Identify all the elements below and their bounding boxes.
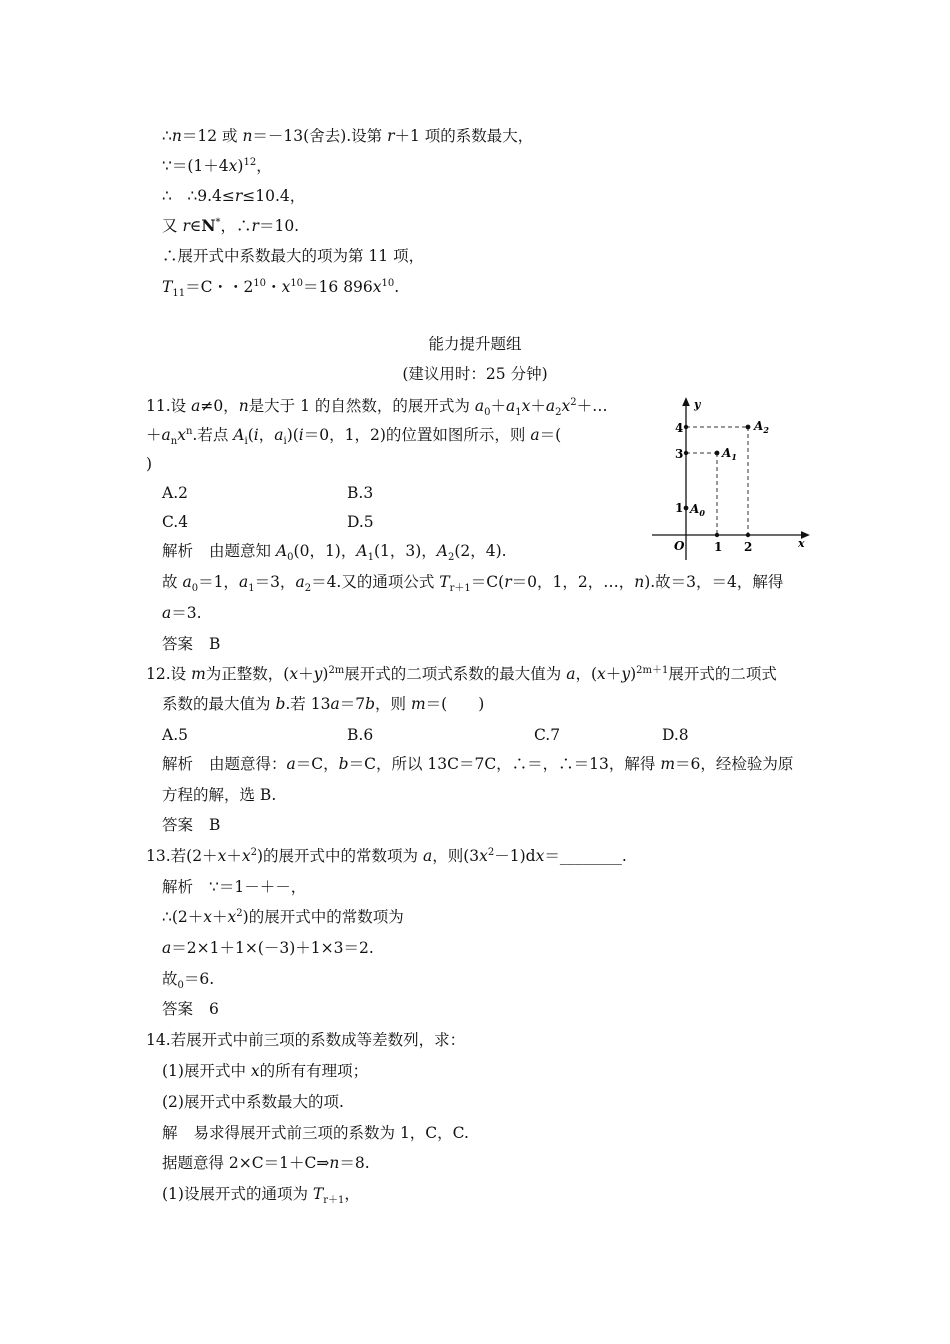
y-tick-3: 3 [675,447,684,461]
x-tick-2: 2 [744,540,753,554]
point-a0-label: $A_0$ [690,502,705,518]
point-a1 [715,451,720,456]
origin-label: O [674,539,685,553]
q11-option-a: A.2 [162,484,188,502]
axis-dot-x2 [746,533,750,537]
q12-option-a: A.5 [162,726,188,744]
y-axis-label: y [694,398,701,411]
q11-line-3: ) [146,455,153,473]
point-a0 [684,506,689,511]
q13-analysis: 解析 ∵＝1－＋－， [162,878,307,896]
q13-line-1: 13.若$(2+x+x^2)$的展开式中的常数项为 a，则$(3x^2-1)dx=\_\_\_\_\_\_\_\_$. [146,846,627,865]
q11-answer: 答案 B [162,635,221,653]
q11-analysis: 解析 由题意知 $A_0(0$，1)，$A_1(1$，3)，$A_2(2$，4). [162,542,507,564]
q14-line-4: 解 易求得展开式前三项的系数为 1，C，C. [162,1124,469,1142]
q12-line-1: 12.设 m为正整数，$(x+y)^{2m}$展开式的二项式系数的最大值为 a，$(x+y)^{2m+1}$展开式的二项式 [146,664,777,683]
axis-dot-y4 [684,425,688,429]
q13-answer: 答案 6 [162,1000,219,1018]
point-a2 [746,425,751,430]
q14-line-6: (1)设展开式的通项为 $T_{r+1}$， [162,1185,360,1207]
y-tick-4: 4 [675,421,684,435]
q11-line-5: 故 $a_0=1$，$a_1=3$，$a_2=4$.又的通项公式 $T_{r+1}=C(r=0$，1，2，…，n).故＝3，＝4，解得 [162,573,784,595]
line-4: 又 r∈N*，∴r＝10. [162,216,300,235]
q13-line-4: a＝2×1＋1×(－3)＋1×3＝2. [162,939,374,957]
coordinate-figure [648,395,810,563]
line-2: $\because=(1+4x)^{12}$， [162,156,272,175]
section-subtitle: (建议用时：25 分钟) [402,365,548,383]
x-axis-label: x [798,537,805,550]
q14-line-2: (1)展开式中 x的所有有理项； [162,1062,369,1080]
point-a1-label: $A_1$ [722,446,737,462]
q12-analysis: 解析 由题意得：a＝C，b＝C，所以 13C＝7C，∴＝，∴＝13，解得 m＝6，经检验为原 [162,755,794,773]
q14-line-3: (2)展开式中系数最大的项. [162,1093,344,1111]
axis-dot-x1 [715,533,719,537]
x-tick-1: 1 [714,540,723,554]
q11-option-d: D.5 [347,513,374,531]
q11-line-6: a＝3. [162,604,202,622]
line-5: ∴展开式中系数最大的项为第 11 项， [162,247,425,265]
q12-option-d: D.8 [662,726,689,744]
y-tick-1: 1 [675,501,684,515]
point-a2-label: $A_2$ [754,419,769,435]
line-1: ∴n＝12 或 n＝－13(舍去).设第 r＋1 项的系数最大， [162,127,534,145]
q12-option-b: B.6 [347,726,374,744]
q12-line-2: 系数的最大值为 b.若 13a＝7b，则 m＝( ) [162,695,485,713]
q12-answer: 答案 B [162,816,221,834]
section-title: 能力提升题组 [428,335,522,353]
q12-option-c: C.7 [534,726,561,744]
q14-line-5: 据题意得 2×C＝1＋C⇒n＝8. [162,1154,370,1172]
q11-line-1: 11.设 a≠0，n是大于 1 的自然数，的展开式为 $a_0+a_1x+a_2x^2+\dots$ [146,396,608,419]
q14-line-1: 14.若展开式中前三项的系数成等差数列，求： [146,1031,466,1049]
q11-option-c: C.4 [162,513,189,531]
axis-dot-y3 [684,451,688,455]
q13-line-5: 故$_0$＝6. [162,970,215,992]
line-3: ∴ ∴9.4≤r≤10.4， [162,187,306,205]
q12-line-4: 方程的解，选 B. [162,786,277,804]
q11-option-b: B.3 [347,484,374,502]
line-6: $T_{11}=C$・・$2^{10}$・$x^{10}=16$ $896x^{10}$. [162,277,400,300]
q13-line-3: $\therefore(2+x+x^2)$的展开式中的常数项为 [162,907,404,926]
q11-line-2: $+a_nx^n$.若点 $A_i(i$，$a_i)(i=0$，1，2)的位置如图所示，则 a＝( [146,425,562,448]
